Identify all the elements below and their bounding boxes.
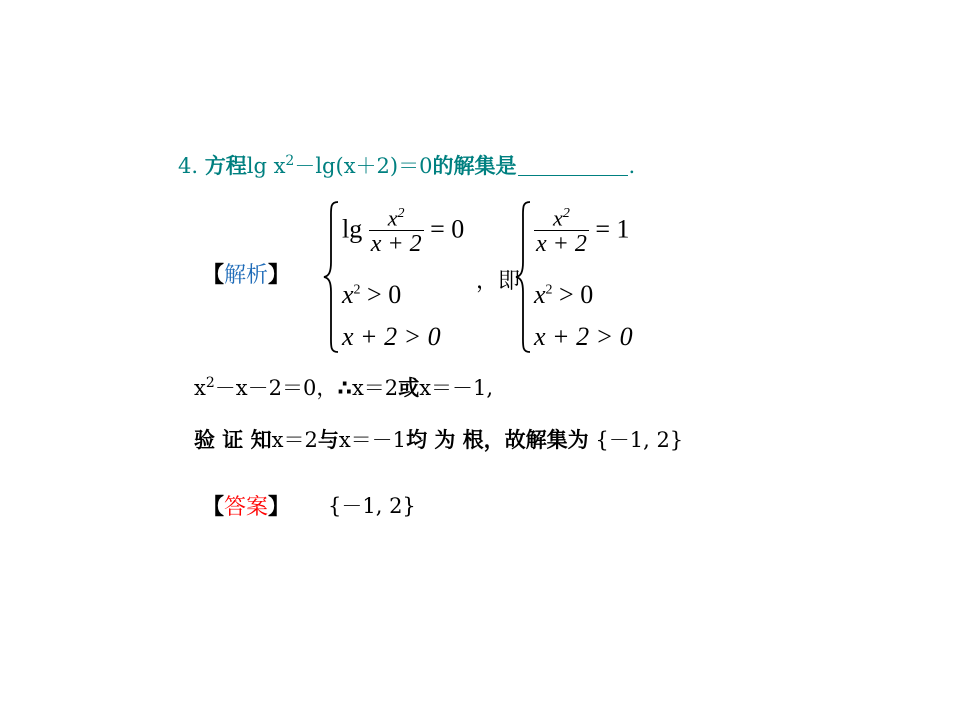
question-period: .	[628, 154, 636, 178]
question-text-b: 的解集是	[432, 154, 517, 178]
system1-row1-rhs: = 0	[430, 214, 465, 244]
question-expr-b: －lg(x＋2)＝0	[294, 154, 433, 178]
line1-root1: x＝2	[351, 376, 399, 400]
line1-root2: x＝－1,	[419, 376, 494, 400]
fraction1-den: x + 2	[370, 231, 422, 258]
fraction-2	[534, 202, 589, 257]
question-line	[178, 150, 635, 180]
question-text-a: 方程	[204, 154, 247, 178]
system1-row1	[342, 202, 464, 257]
lg-text: lg	[342, 214, 363, 244]
left-brace-1	[322, 200, 342, 354]
question-number: 4.	[178, 154, 199, 178]
line2-root2: x＝－1	[338, 428, 407, 452]
connector-text: ，即	[476, 269, 521, 294]
answer-blank	[518, 155, 628, 176]
left-brace-2	[514, 200, 534, 354]
system1-row2-exp: 2	[353, 282, 361, 298]
line1-eq: －x－2＝0，	[214, 376, 338, 400]
answer-tag	[202, 490, 290, 521]
fraction1-num: x	[387, 205, 398, 231]
system2-row2-rhs: > 0	[552, 280, 594, 309]
system2-row1-rhs: = 1	[595, 214, 630, 244]
line1-x: x	[194, 376, 206, 400]
line2-conclusion: 均 为 根，故解集为	[406, 428, 589, 452]
fraction2-num-exp: 2	[562, 206, 570, 221]
answer-bracket-open: 【	[202, 495, 225, 520]
line1-exp: 2	[205, 375, 215, 391]
answer-value: {－1, 2}	[328, 494, 416, 518]
equation-system-1	[342, 200, 482, 354]
fraction-1	[369, 202, 424, 257]
line2-and: 与	[317, 428, 339, 452]
question-expr-a: lg x	[246, 154, 286, 178]
fraction2-num: x	[553, 205, 563, 231]
analysis-bracket-open: 【	[202, 263, 225, 288]
therefore-symbol: ∴	[337, 376, 352, 400]
solution-line-1	[194, 372, 493, 402]
analysis-bracket-close: 】	[268, 263, 291, 288]
line1-or: 或	[398, 376, 420, 400]
answer-bracket-close: 】	[268, 495, 291, 520]
system2-row1	[534, 202, 630, 257]
fraction1-num-exp: 2	[397, 206, 405, 221]
system2-row3: x + 2 > 0	[534, 322, 633, 351]
solution-line-2	[194, 424, 683, 454]
system1-row2	[342, 280, 401, 310]
question-exp: 2	[285, 153, 295, 169]
system1-row2-rhs: > 0	[360, 280, 402, 309]
system1-row3: x + 2 > 0	[342, 322, 441, 351]
line2-solution-set: {－1, 2}	[595, 428, 684, 452]
fraction2-den: x + 2	[536, 231, 587, 258]
analysis-tag	[202, 258, 290, 289]
line2-root1: x＝2	[271, 428, 318, 452]
line2-verify: 验 证 知	[194, 428, 272, 452]
equation-system-2	[534, 200, 654, 354]
system2-row2-exp: 2	[545, 282, 553, 298]
analysis-label: 解析	[224, 263, 269, 288]
answer-label: 答案	[224, 495, 269, 520]
system2-row2	[534, 280, 593, 310]
system1-row2-x: x	[342, 280, 354, 309]
system2-row2-x: x	[534, 280, 546, 309]
